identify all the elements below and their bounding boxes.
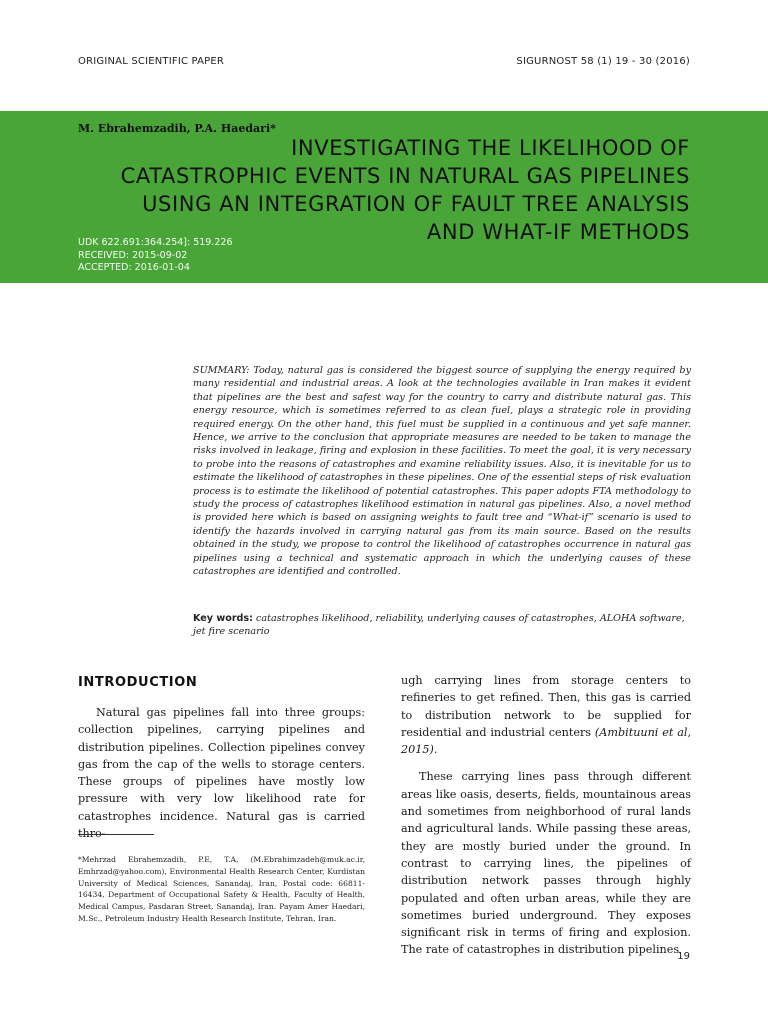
title-line: USING AN INTEGRATION OF FAULT TREE ANALYSIS [142,192,690,216]
section-heading-introduction: INTRODUCTION [78,675,198,690]
authors: M. Ebrahemzadih, P.A. Haedari* [78,122,276,135]
keywords [193,612,691,639]
title-line: CATASTROPHIC EVENTS IN NATURAL GAS PIPELINES [120,164,690,188]
body-paragraph: These carrying lines pass through different areas like oasis, deserts, fields, mountainous areas and sometimes from neighborhood of rural lands and agricultural lands. While passing these areas, they are mostly buried under the ground. In contrast to carrying lines, the pipelines of distribution network passes through highly populated and often urban areas, while they are sometimes buried underground. They exposes significant risk in terms of firing and explosion. The rate of catastrophes in distribution pipelines [401,770,691,957]
received-date: RECEIVED: 2015-09-02 [78,249,188,261]
citation: (Ambituuni et al, 2015). [401,725,692,757]
udk-code: UDK 622.691:364.254]: 519.226 [78,237,233,248]
paper-title [70,134,690,246]
title-line: AND WHAT-IF METHODS [426,220,690,244]
body-column-right [401,672,691,959]
keywords-label: Key words: [193,613,253,624]
body-text: ugh carrying lines from storage centers to refineries to get refined. Then, this gas is carried to distribution network to be supplied for residential and industrial centers [401,674,691,739]
journal-citation: SIGURNOST 58 (1) 19 - 30 (2016) [516,56,690,67]
body-paragraph [401,672,691,758]
abstract: SUMMARY: Today, natural gas is considered the biggest source of supplying the energy required by many residential and industrial areas. A look at the technologies available in Iran makes it evident that pipelines are the best and safest way for the country to carry and distribute natural gas. This energy resource, which is sometimes referred to as clean fuel, plays a strategic role in providing required energy. On the other hand, this fuel must be supplied in a continuous and yet safe manner. Hence, we arrive to the conclusion that appropriate measures are needed to be taken to manage the risks involved in leakage, firing and explosion in these facilities. To meet the goal, it is very necessary to probe into the reasons of catastrophes and examine reliability issues. Also, it is inevitable for us to estimate the likelihood of catastrophes in these pipelines. One of the essential steps of risk evaluation process is to estimate the likelihood of potential catastrophes. This paper adopts FTA methodology to study the process of catastrophes likelihood estimation in natural gas pipelines. Also, a novel method is provided here which is based on assigning weights to fault tree and “What-if” scenario is used to identify the hazards involved in carrying natural gas from its main source. Based on the results obtained in the study, we propose to control the likelihood of catastrophes occurrence in natural gas pipelines using a technical and systematic approach in which the underlying causes of these catastrophes are identified and controlled. [193,365,691,578]
keywords-text: catastrophes likelihood, reliability, underlying causes of catastrophes, ALOHA software, jet fire scenario [193,613,685,638]
accepted-date: ACCEPTED: 2016-01-04 [78,262,190,273]
footnote-divider [78,834,154,835]
journal-section-label: ORIGINAL SCIENTIFIC PAPER [78,56,225,67]
body-column-left [78,704,365,842]
title-line: INVESTIGATING THE LIKELIHOOD OF [291,136,690,160]
page-number: 19 [677,951,690,962]
author-footnote: *Mehrzad Ebrahemzadih, P.E, T.A, (M.Ebrahimzadeh@muk.ac.ir, Emhrzad@yahoo.com), Environmental Health Research Center, Kurdistan University of Medical Sciences, Sanandaj, Iran, Postal code: 66811-16434, Department of Occupational Safety & Health, Faculty of Health, Medical Campus, Pasdaran Street, Sanandaj, Iran. Payam Amer Haedari, M.Sc., Petroleum Industry Health Research Institute, Tehran, Iran. [78,855,365,923]
body-paragraph: Natural gas pipelines fall into three groups: collection pipelines, carrying pipelines and distribution pipelines. Collection pipelines convey gas from the cap of the wells to storage centers. These groups of pipelines have mostly low pressure with very low likelihood rate for catastrophes incidence. Natural gas is carried thro- [78,706,365,841]
article-meta [78,237,233,275]
